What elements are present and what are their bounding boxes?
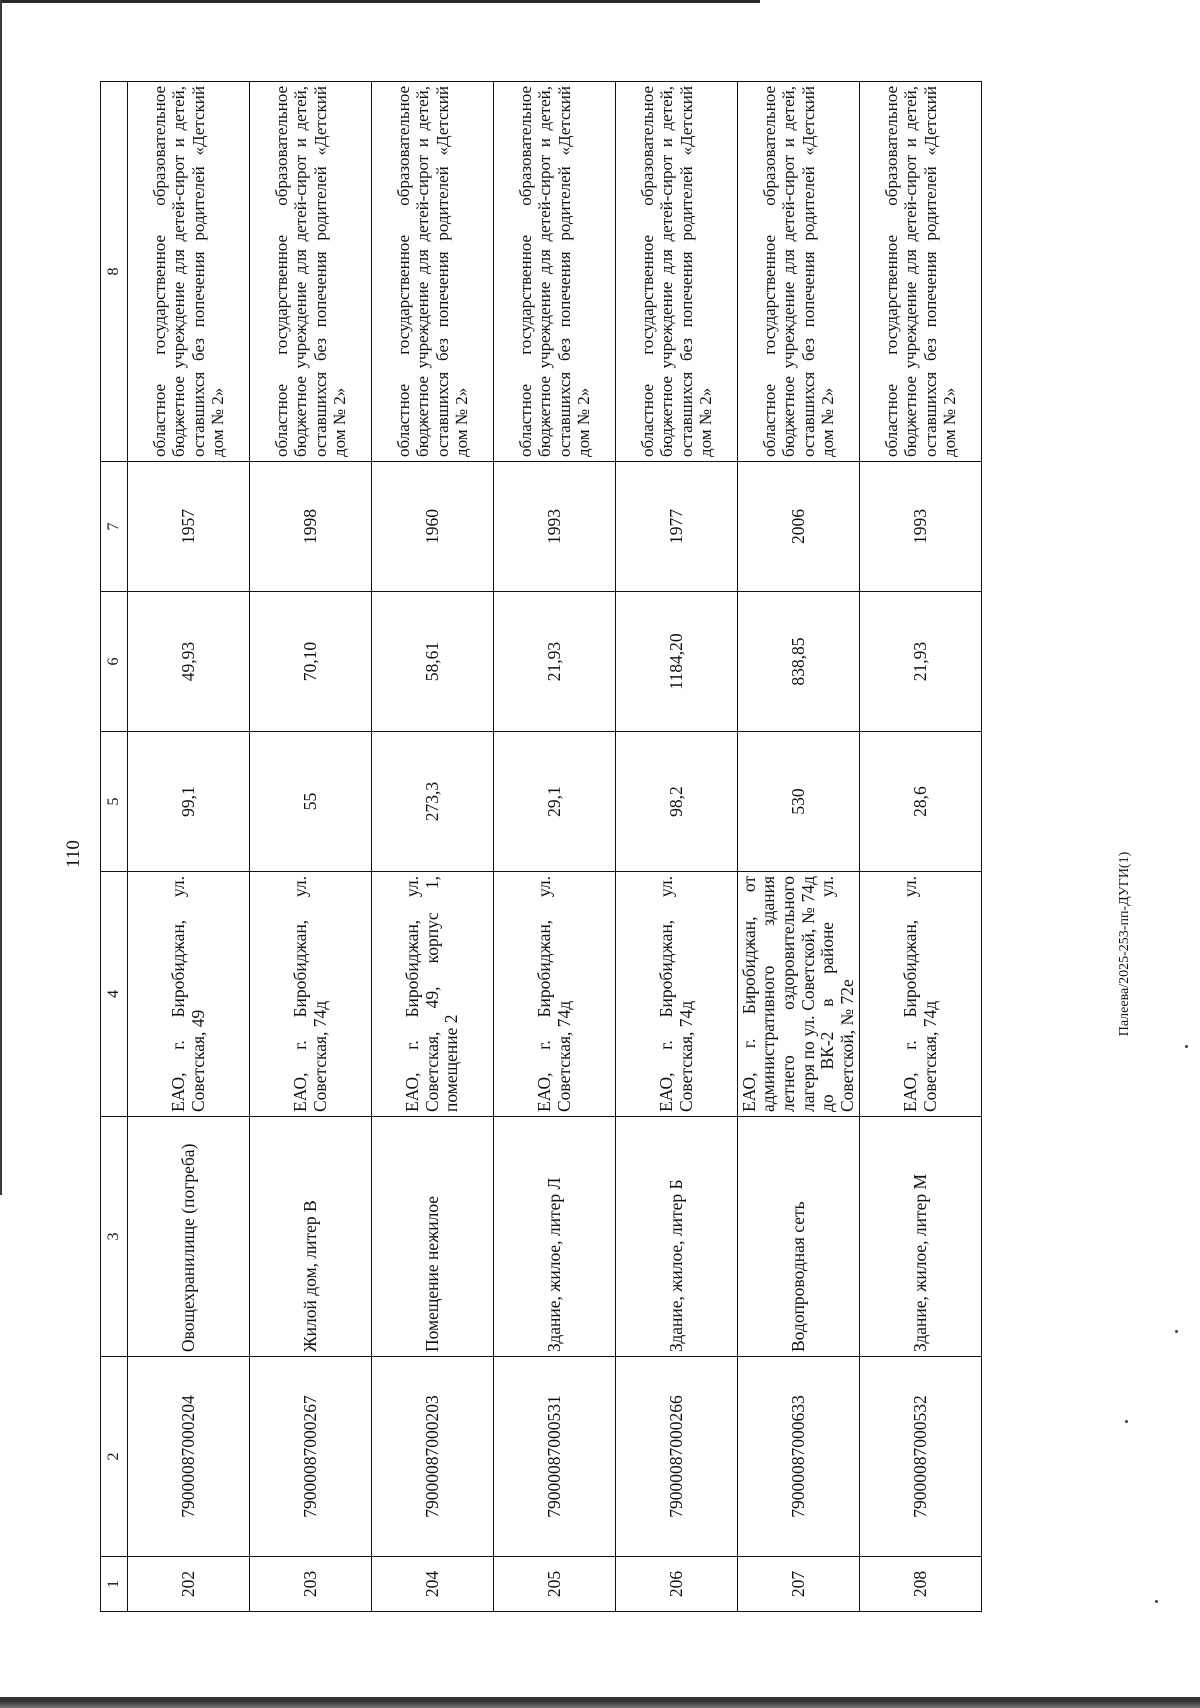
- header-col-1: 1: [101, 1557, 128, 1612]
- object-value: 49,93: [128, 592, 250, 732]
- cadastral-number: 79000087000266: [616, 1357, 738, 1557]
- cadastral-number: 79000087000633: [738, 1357, 860, 1557]
- object-year: 1957: [128, 462, 250, 592]
- object-area: 28,6: [860, 732, 982, 872]
- object-address: ЕАО, г. Биробиджан, ул. Советская, 74д: [616, 872, 738, 1117]
- scan-edge-top: [0, 0, 760, 3]
- object-area: 273,3: [372, 732, 494, 872]
- table-header-row: [101, 82, 128, 1612]
- row-number: 202: [128, 1557, 250, 1612]
- row-number: 207: [738, 1557, 860, 1612]
- object-value: 21,93: [494, 592, 616, 732]
- object-holder: областное государственное образовательное бюджетное учреждение для детей-сирот и детей, оставшихся без попечения родителей «Детский дом № 2»: [738, 82, 860, 462]
- header-col-8: 8: [101, 82, 128, 462]
- header-col-7: 7: [101, 462, 128, 592]
- object-address: ЕАО, г. Биробиджан, от административного здания летнего оздоровительного лагеря по ул. Советской, № 74д до ВК-2 в районе ул. Советской, № 72е: [738, 872, 860, 1117]
- object-address: ЕАО, г. Биробиджан, ул. Советская, 49, корпус 1, помещение 2: [372, 872, 494, 1117]
- header-col-3: 3: [101, 1117, 128, 1357]
- object-address: ЕАО, г. Биробиджан, ул. Советская, 74д: [860, 872, 982, 1117]
- object-name: Здание, жилое, литер Л: [494, 1117, 616, 1357]
- object-value: 70,10: [250, 592, 372, 732]
- cadastral-number: 79000087000203: [372, 1357, 494, 1557]
- object-area: 99,1: [128, 732, 250, 872]
- scan-speck: [1125, 1420, 1128, 1423]
- scan-speck: [1175, 1330, 1178, 1333]
- table-row: [616, 82, 738, 1612]
- header-col-4: 4: [101, 872, 128, 1117]
- object-year: 1960: [372, 462, 494, 592]
- cadastral-number: 79000087000267: [250, 1357, 372, 1557]
- cadastral-number: 79000087000531: [494, 1357, 616, 1557]
- object-value: 1184,20: [616, 592, 738, 732]
- object-name: Овощехранилище (погреба): [128, 1117, 250, 1357]
- scan-edge-left: [0, 0, 2, 1195]
- object-value: 21,93: [860, 592, 982, 732]
- object-holder: областное государственное образовательное бюджетное учреждение для детей-сирот и детей, оставшихся без попечения родителей «Детский дом № 2»: [128, 82, 250, 462]
- object-area: 530: [738, 732, 860, 872]
- object-address: ЕАО, г. Биробиджан, ул. Советская, 74д: [250, 872, 372, 1117]
- table-row: [494, 82, 616, 1612]
- object-value: 58,61: [372, 592, 494, 732]
- object-name: Жилой дом, литер В: [250, 1117, 372, 1357]
- object-area: 29,1: [494, 732, 616, 872]
- object-year: 1998: [250, 462, 372, 592]
- object-year: 2006: [738, 462, 860, 592]
- object-holder: областное государственное образовательное бюджетное учреждение для детей-сирот и детей, оставшихся без попечения родителей «Детский дом № 2»: [372, 82, 494, 462]
- scan-edge-bottom: [0, 1697, 1200, 1708]
- object-name: Здание, жилое, литер М: [860, 1117, 982, 1357]
- object-holder: областное государственное образовательное бюджетное учреждение для детей-сирот и детей, оставшихся без попечения родителей «Детский дом № 2»: [494, 82, 616, 462]
- table-row: [128, 82, 250, 1612]
- object-area: 98,2: [616, 732, 738, 872]
- object-area: 55: [250, 732, 372, 872]
- cadastral-number: 79000087000532: [860, 1357, 982, 1557]
- object-address: ЕАО, г. Биробиджан, ул. Советская, 49: [128, 872, 250, 1117]
- row-number: 206: [616, 1557, 738, 1612]
- object-address: ЕАО, г. Биробиджан, ул. Советская, 74д: [494, 872, 616, 1117]
- object-year: 1993: [494, 462, 616, 592]
- object-holder: областное государственное образовательное бюджетное учреждение для детей-сирот и детей, оставшихся без попечения родителей «Детский дом № 2»: [616, 82, 738, 462]
- table-row: [250, 82, 372, 1612]
- row-number: 208: [860, 1557, 982, 1612]
- scan-speck: [1155, 1600, 1158, 1603]
- table-row: [372, 82, 494, 1612]
- table-row: [860, 82, 982, 1612]
- cadastral-number: 79000087000204: [128, 1357, 250, 1557]
- object-value: 838,85: [738, 592, 860, 732]
- object-holder: областное государственное образовательное бюджетное учреждение для детей-сирот и детей, оставшихся без попечения родителей «Детский дом № 2»: [860, 82, 982, 462]
- document-footer: Палеева/2025-253-пп-ДУГИ(1): [1117, 851, 1132, 1037]
- rotated-table-wrapper: [100, 82, 980, 1612]
- object-name: Здание, жилое, литер Б: [616, 1117, 738, 1357]
- header-col-5: 5: [101, 732, 128, 872]
- object-year: 1993: [860, 462, 982, 592]
- scan-speck: [1185, 1045, 1188, 1048]
- row-number: 205: [494, 1557, 616, 1612]
- object-name: Помещение нежилое: [372, 1117, 494, 1357]
- header-col-6: 6: [101, 592, 128, 732]
- header-col-2: 2: [101, 1357, 128, 1557]
- table-row: [738, 82, 860, 1612]
- object-holder: областное государственное образовательное бюджетное учреждение для детей-сирот и детей, оставшихся без попечения родителей «Детский дом № 2»: [250, 82, 372, 462]
- object-year: 1977: [616, 462, 738, 592]
- object-name: Водопроводная сеть: [738, 1117, 860, 1357]
- page-number: 110: [63, 840, 84, 868]
- row-number: 203: [250, 1557, 372, 1612]
- property-table: [100, 81, 982, 1612]
- row-number: 204: [372, 1557, 494, 1612]
